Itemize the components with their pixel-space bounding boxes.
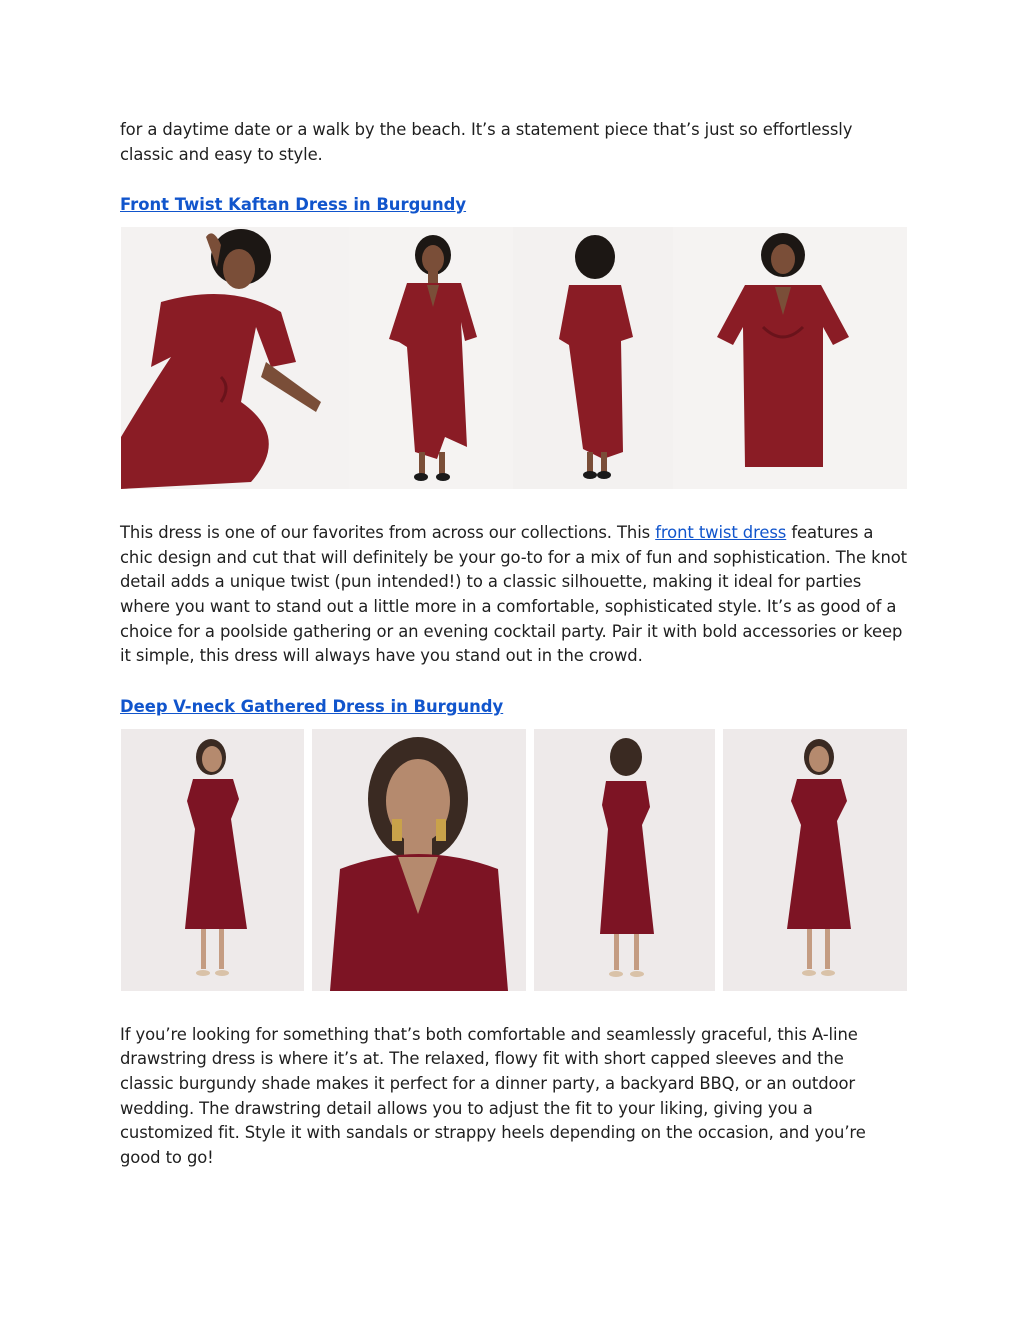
kaftan-photo-seated (121, 227, 349, 489)
front-twist-kaftan-heading-link[interactable]: Front Twist Kaftan Dress in Burgundy (120, 195, 467, 215)
kaftan-photo-strip (121, 227, 907, 489)
kaftan-text-after-link: features a chic design and cut that will definitely be your go-to for a mix of fun and sophistication. The knot detail adds a unique twist (pun intended!) to a classic silhouette, making it ideal for parties where you want to stand out a little more in a comfortable, sophisticated style. It’s as good of a choice for a poolside gathering or an evening cocktail party. Pair it with bold accessories or keep it simple, this dress will always have you stand out in the crowd. (120, 523, 908, 666)
document-page (120, 118, 910, 1170)
intro-paragraph: for a daytime date or a walk by the beach. It’s a statement piece that’s just so effortlessly classic and easy to style. (120, 120, 853, 164)
vneck-description: If you’re looking for something that’s both comfortable and seamlessly graceful, this A-line drawstring dress is where it’s at. The relaxed, flowy fit with short capped sleeves and the classic burgundy shade makes it perfect for a dinner party, a backyard BBQ, or an outdoor wedding. The drawstring detail allows you to adjust the fit to your liking, giving you a customized fit. Style it with sandals or strappy heels depending on the occasion, and you’re good to go! (120, 1024, 866, 1167)
vneck-photo-front-2 (723, 729, 907, 991)
kaftan-text-before-link: This dress is one of our favorites from across our collections. This (120, 523, 656, 543)
front-twist-dress-link[interactable]: front twist dress (655, 523, 787, 543)
deep-vneck-dress-heading-link[interactable]: Deep V-neck Gathered Dress in Burgundy (120, 696, 504, 716)
kaftan-description (120, 521, 908, 669)
vneck-photo-closeup (312, 729, 526, 991)
kaftan-photo-back (513, 227, 673, 489)
vneck-photo-strip (121, 729, 907, 991)
kaftan-photo-arms-out (673, 227, 907, 489)
vneck-photo-back (534, 729, 715, 991)
vneck-photo-front (121, 729, 304, 991)
kaftan-photo-front (349, 227, 513, 489)
